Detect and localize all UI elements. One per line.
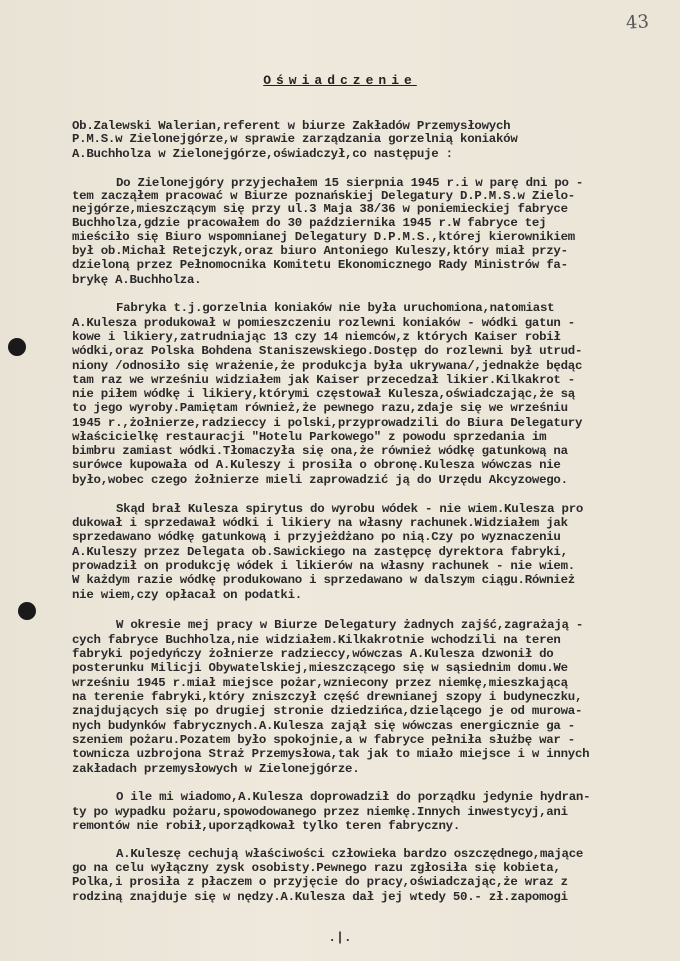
text-line: Do Zielonejgóry przyjechałem 15 sierpnia 1945 r.i w parę dni po - <box>116 176 584 190</box>
text-line: posterunku Milicji Obywatelskiej,mieszczącego się w sąsiednim domu.We <box>72 661 568 675</box>
text-line: bimbru zamiast wódki.Tłomaczyła się ona,że również wódkę gatunkową na <box>72 444 568 458</box>
text-line: Skąd brał Kulesza spirytus do wyrobu wódek - nie wiem.Kulesza pro <box>116 502 584 516</box>
text-line: W każdym razie wódkę produkowano i sprzedawano w dalszym ciągu.Również <box>72 573 575 587</box>
text-line: A.Kuleszę cechują właściwości człowieka bardzo oszczędnego,mające <box>116 847 584 861</box>
text-line: mieściło się Biuro wspomnianej Delegatury D.P.M.S.,której kierownikiem <box>72 230 575 244</box>
text-line: sprzedawano wódkę gatunkową i przyjeżdżano po nią.Czy po wyznaczeniu <box>72 530 561 544</box>
text-line: na terenie fabryki,który zniszczył część drewnianej szopy i budyneczku, <box>72 690 583 704</box>
text-line: dzieloną przez Pełnomocnika Komitetu Ekonomicznego Rady Ministrów fa- <box>72 258 568 272</box>
text-line: zakładach przemysłowych w Zielonejgórze. <box>72 762 360 776</box>
text-line: Fabryka t.j.gorzelnia koniaków nie była uruchomiona,natomiast <box>116 301 555 315</box>
text-line: nie wiem,czy opłacał on podatki. <box>72 588 302 602</box>
text-line: A.Kuleszy przez Delegata ob.Sawickiego na zastępcę dyrektora fabryki, <box>72 545 568 559</box>
text-line: Ob.Zalewski Walerian,referent w biurze Zakładów Przemysłowych <box>72 119 511 133</box>
text-line: znajdujących się po drugiej stronie dziedzińca,dzielącego je od murowa- <box>72 704 583 718</box>
document-title: Oświadczenie <box>263 73 417 88</box>
text-line: wrześniu 1945 r.miał miejsce pożar,wzniecony przez niemkę,mieszkającą <box>72 676 568 690</box>
handwritten-page-number: 43 <box>625 11 650 34</box>
text-line: A.Buchholza w Zielonejgórze,oświadczył,co następuje : <box>72 147 453 161</box>
text-line: szeniem pożaru.Pozatem było spokojnie,a w fabryce pełniła służbę war - <box>72 733 575 747</box>
text-line: dukował i sprzedawał wódki i likiery na własny rachunek.Widziałem jak <box>72 516 568 530</box>
text-line: 1945 r.,żołnierze,radzieccy i polski,przyprowadzili do Biura Delegatury <box>72 416 583 430</box>
text-line: tam raz we wrześniu widziałem jak Kaiser przecedzał likier.Kilkakrot - <box>72 373 575 387</box>
text-line: Polka,i prosiła z płaczem o przyjęcie do pracy,oświadczając,że wraz z <box>72 875 568 889</box>
text-line: W okresie mej pracy w Biurze Delegatury żadnych zajść,zagrażają - <box>116 618 584 632</box>
continuation-mark: .|. <box>328 930 352 945</box>
punch-hole <box>8 338 26 356</box>
text-line: rodziną znajduje się w nędzy.A.Kulesza dał jej wtedy 50.- zł.zapomogi <box>72 890 568 904</box>
text-line: właścicielkę restauracji "Hotelu Parkowego" z powodu sprzedania im <box>72 430 547 444</box>
text-line: townicza uzbrojona Straż Przemysłowa,tak jak to miało miejsce i w innych <box>72 747 590 761</box>
text-line: ty po wypadku pożaru,spowodowanego przez niemkę.Innych inwestycyj,ani <box>72 805 568 819</box>
text-line: fabryki pojedyńczy żołnierze radzieccy,wówczas A.Kulesza dzwonił do <box>72 647 554 661</box>
punch-hole <box>18 602 36 620</box>
text-line: brykę A.Buchholza. <box>72 273 202 287</box>
text-line: nych budynków fabrycznych.A.Kulesza zajął się wówczas energicznie ga - <box>72 719 575 733</box>
text-line: tem zacząłem pracować w Biurze poznańskiej Delegatury D.P.M.S.w Zielo- <box>72 189 575 203</box>
text-line: cych fabryce Buchholza,nie widziałem.Kilkakrotnie wchodzili na teren <box>72 633 561 647</box>
text-line: to jego wyroby.Pamiętam również,że pewnego razu,zdaje się we wrześniu <box>72 401 568 415</box>
text-line: go na celu wyłączny zysk osobisty.Pewnego razu zgłosiła się kobieta, <box>72 861 561 875</box>
text-line: niony /odnosiło się wrażenie,że produkcja była ukrywana/,jednakże będąc <box>72 359 583 373</box>
text-line: prowadził on produkcję wódek i likierów na własny rachunek - nie wiem. <box>72 559 575 573</box>
text-line: Buchholza,gdzie pracowałem do 30 października 1945 r.W fabryce tej <box>72 216 547 230</box>
text-line: O ile mi wiadomo,A.Kulesza doprowadził do porządku jedynie hydran- <box>116 790 591 804</box>
text-line: P.M.S.w Zielonejgórze,w sprawie zarządzania gorzelnią koniaków <box>72 132 518 146</box>
text-line: było,wobec czego żołnierze mieli zaprowadzić ją do Urzędu Akcyzowego. <box>72 473 568 487</box>
text-line: A.Kulesza produkował w pomieszczeniu rozlewni koniaków - wódki gatun - <box>72 316 575 330</box>
text-line: nie piłem wódkę i likiery,którymi częstował Kulesza,oświadczając,że są <box>72 387 575 401</box>
text-line: remontów nie robił,uporządkował tylko teren fabryczny. <box>72 819 461 833</box>
text-line: nejgórze,mieszczącym się przy ul.3 Maja 38/36 w poniemieckiej fabryce <box>72 202 568 216</box>
text-line: wódki,oraz Polska Bohdena Staniszewskiego.Dostęp do rozlewni był utrud- <box>72 344 583 358</box>
text-line: był ob.Michał Retejczyk,oraz biuro Antoniego Kuleszy,który miał przy- <box>72 244 568 258</box>
text-line: surówce kupowała od A.Kuleszy i prosiła o obronę.Kulesza wówczas nie <box>72 458 561 472</box>
text-line: kowe i likiery,zatrudniając 13 czy 14 niemców,z których Kaiser robił <box>72 330 561 344</box>
